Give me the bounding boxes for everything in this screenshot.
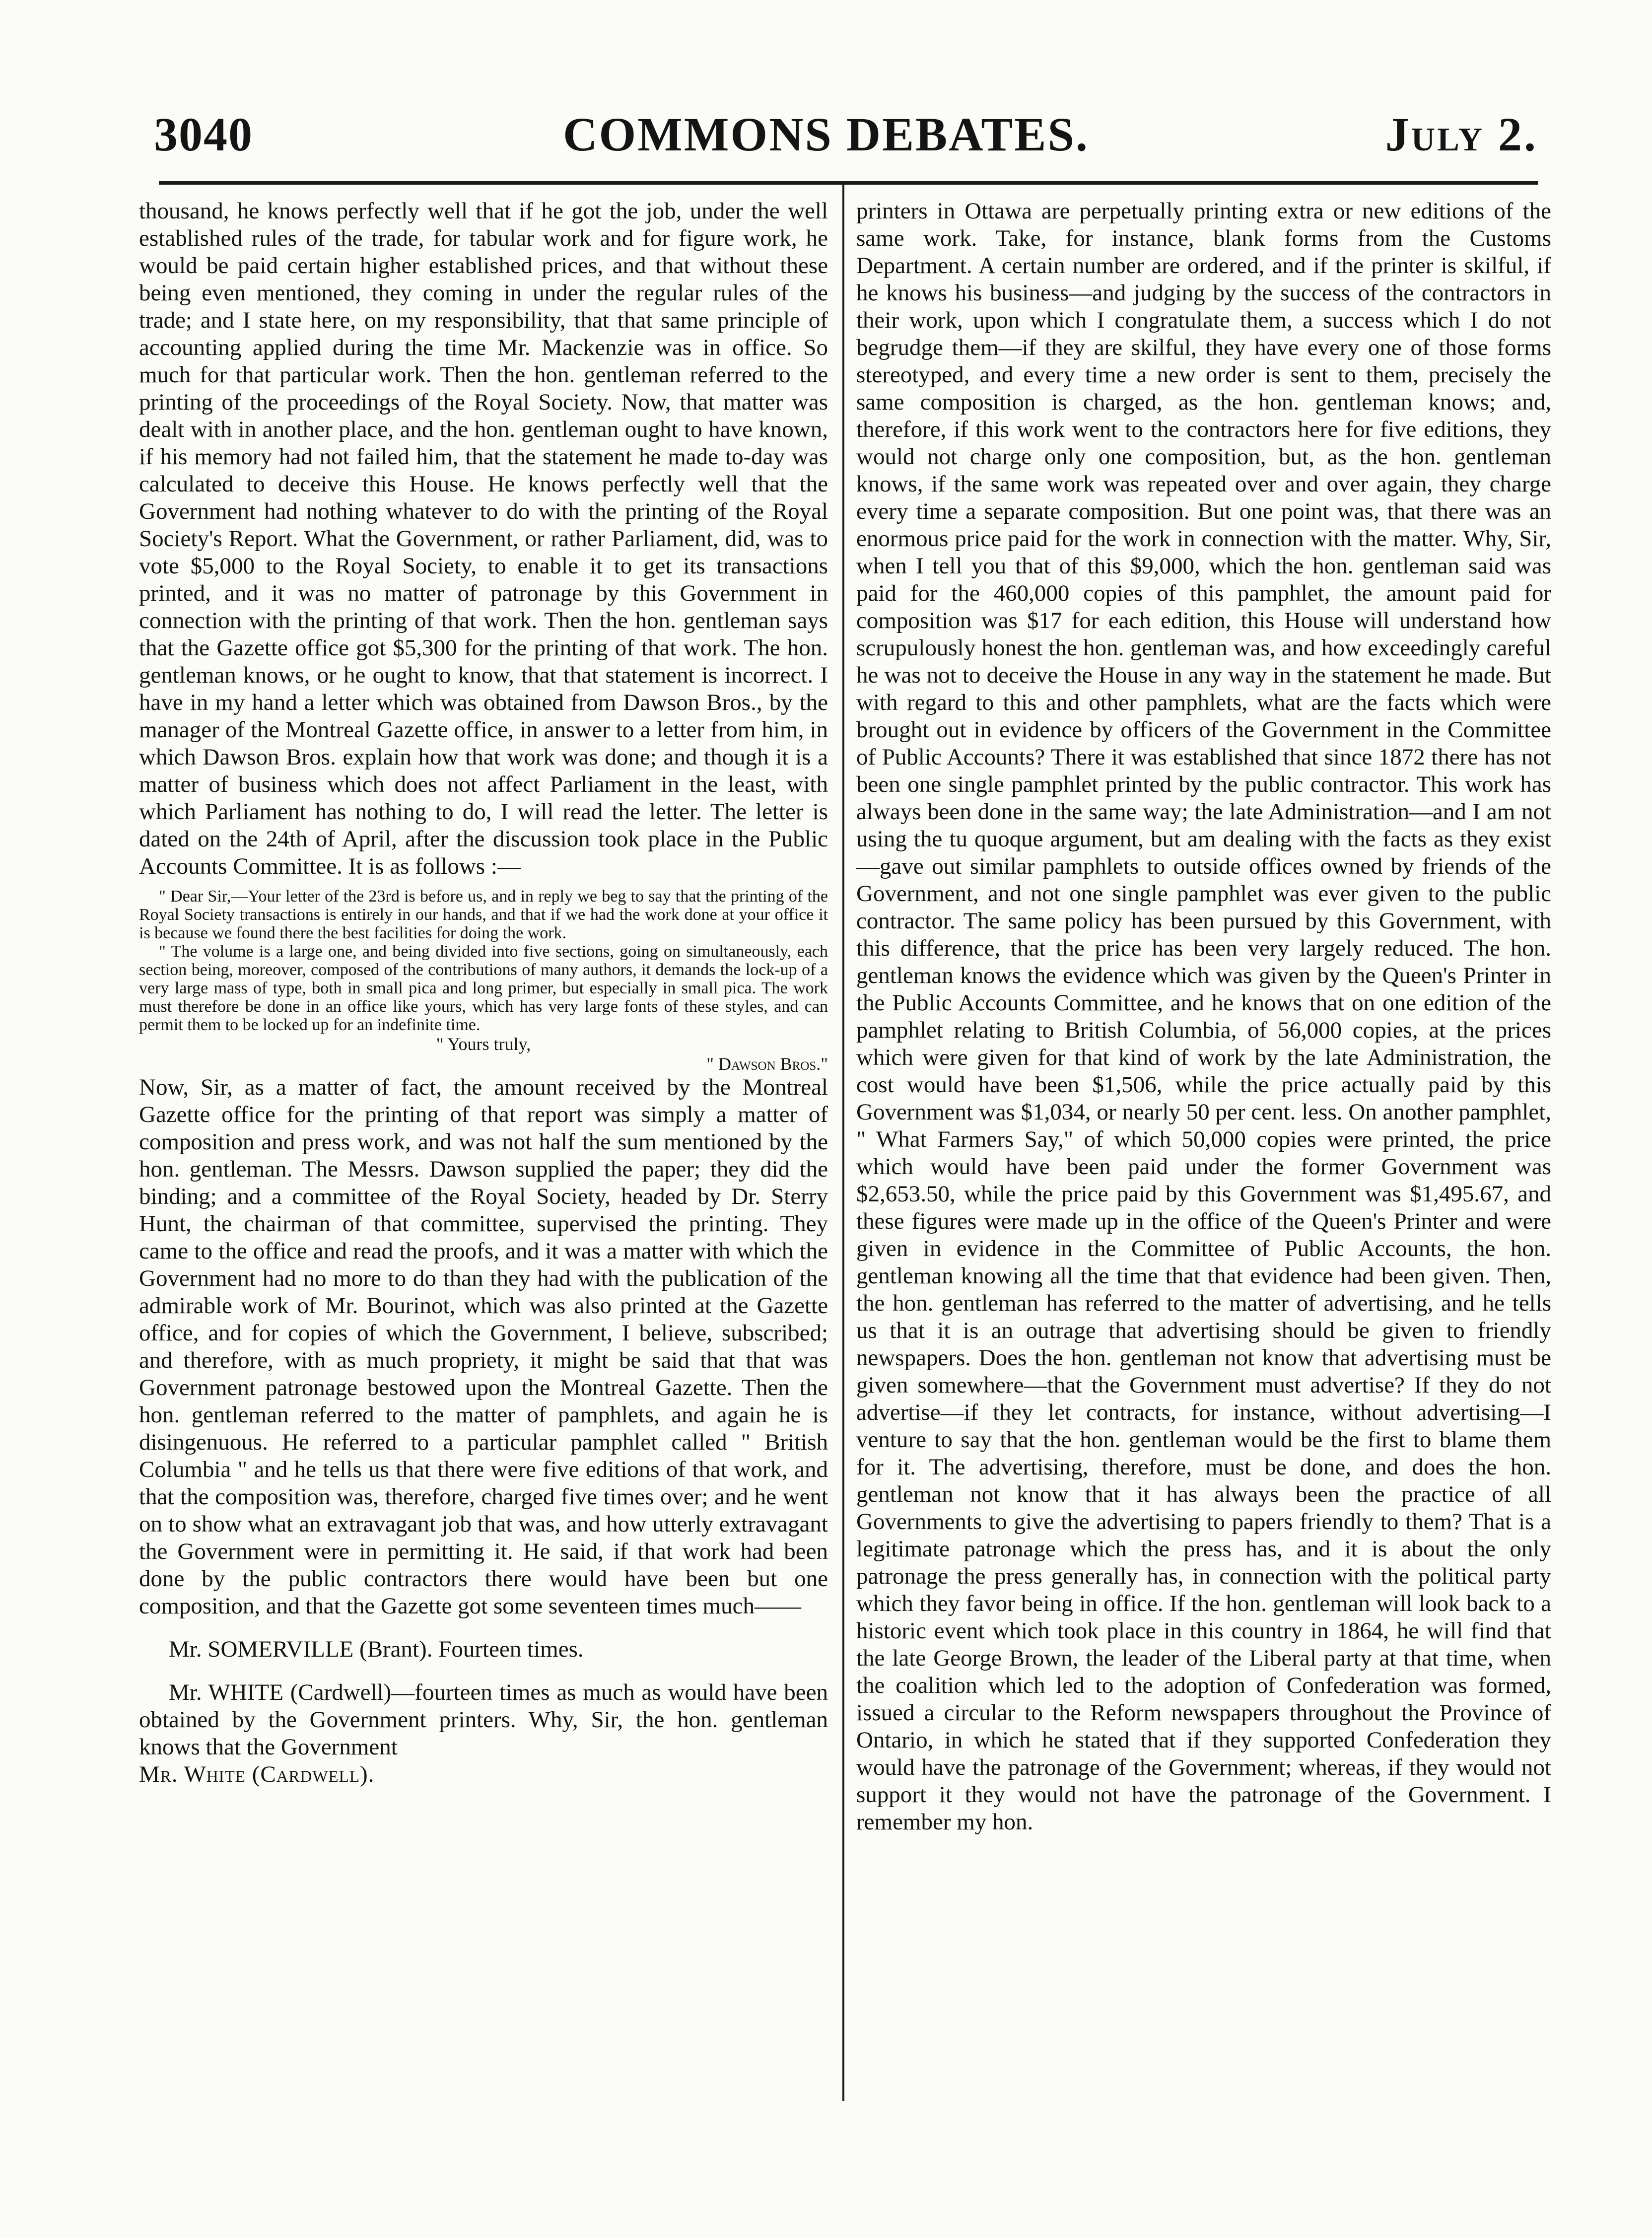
header-rule bbox=[159, 181, 1538, 185]
quoted-letter-paragraph: " The volume is a large one, and being divided into five sections, going on simultaneously, each section being, moreover, composed of the contributions of many authors, it demands the lock-up of a very large mass of type, both in small pica and long primer, but especially in small pica. The work must therefore be done in an office like yours, which has very large fonts of these styles, and can permit them to be locked up for an indefinite time. bbox=[139, 942, 828, 1034]
speaker-catchword bbox=[139, 1761, 828, 1788]
column-divider bbox=[842, 185, 844, 2101]
speaker-catchword-text: Mr. White (Cardwell). bbox=[139, 1761, 375, 1787]
paragraph: Now, Sir, as a matter of fact, the amount received by the Montreal Gazette office for the printing of that report was simply a matter of composition and press work, and was not half the sum mentioned by the hon. gentleman. The Messrs. Dawson supplied the paper; they did the binding; and a committee of the Royal Society, headed by Dr. Sterry Hunt, the chairman of that committee, supervised the printing. They came to the office and read the proofs, and it was a matter with which the Government had no more to do than they had with the publication of the admirable work of Mr. Bourinot, which was also printed at the Gazette office, and for copies of which the Government, I believe, subscribed; and therefore, with as much propriety, it might be said that that was Government patronage bestowed upon the Montreal Gazette. Then the hon. gentleman referred to the matter of pamphlets, and again he is disingenuous. He referred to a particular pamphlet called " British Columbia " and he tells us that there were five editions of that work, and that the composition was, therefore, charged five times over; and he went on to show what an extravagant job that was, and how utterly extravagant the Government were in permitting it. He said, if that work had been done by the public contractors there would have been but one composition, and that the Gazette got some seventeen times much—— bbox=[139, 1074, 828, 1619]
right-column bbox=[856, 198, 1551, 1836]
letter-signature: " Dawson Bros." bbox=[706, 1054, 828, 1074]
left-column bbox=[139, 198, 828, 1788]
paragraph: printers in Ottawa are perpetually printing extra or new editions of the same work. Take, for instance, blank forms from the Customs Department. A certain number are ordered, and if the printer is skilful, if he knows his business—and judging by the success of the contractors in their work, upon which I congratulate them, a success which I do not begrudge them—if they are skilful, they have every one of those forms stereotyped, and every time a new order is sent to them, precisely the same composition is charged, as the hon. gentleman knows; and, therefore, if this work went to the contractors here for five editions, they would not charge only one composition, but, as the hon. gentleman knows, if the same work was repeated over and over again, they charge every time a separate composition. But one point was, that there was an enormous price paid for the work in connection with the matter. Why, Sir, when I tell you that of this $9,000, which the hon. gentleman said was paid for the 460,000 copies of this pamphlet, the amount paid for composition was $17 for each edition, this House will understand how scrupulously honest the hon. gentleman was, and how exceedingly careful he was not to deceive the House in any way in the statement he made. But with regard to this and other pamphlets, what are the facts which were brought out in evidence by officers of the Government in the Committee of Public Accounts? There it was established that since 1872 there has not been one single pamphlet printed by the public contractor. This work has always been done in the same way; the late Administration—and I am not using the tu quoque argument, but am dealing with the facts as they exist—gave out similar pamphlets to outside offices owned by friends of the Government, and not one single pamphlet was ever given to the public contractor. The same policy has been pursued by this Government, with this difference, that the price has been very largely reduced. The hon. gentleman knows the evidence which was given by the Queen's Printer in the Public Accounts Committee, and he knows that on one edition of the pamphlet relating to British Columbia, of 56,000 copies, at the prices which were given for that kind of work by the late Administration, the cost would have been $1,506, while the price actually paid by this Government was $1,034, or nearly 50 per cent. less. On another pamphlet, " What Farmers Say," of which 50,000 copies were printed, the price which would have been paid under the former Government was $2,653.50, while the price paid by this Government was $1,495.67, and these figures were made up in the office of the Queen's Printer and were given in evidence in the Committee of Public Accounts, the hon. gentleman knowing all the time that that evidence had been given. Then, the hon. gentleman has referred to the matter of advertising, and he tells us that it is an outrage that advertising should be given to friendly newspapers. Does the hon. gentleman not know that advertising must be given somewhere—that the Government must advertise? If they do not advertise—if they let contracts, for instance, without advertising—I venture to say that the hon. gentleman would be the first to blame them for it. The advertising, therefore, must be done, and does the hon. gentleman not know that it has always been the practice of all Governments to give the advertising to papers friendly to them? That is a legitimate patronage which the press has, and it is about the only patronage the press generally has, in connection with the political party which they favor being in office. If the hon. gentleman will look back to a historic event which took place in this country in 1864, he will find that the late George Brown, the leader of the Liberal party at that time, when the coalition which led to the adoption of Confederation was formed, issued a circular to the Reform newspapers throughout the Province of Ontario, in which he stated that if they supported Confederation they would have the patronage of the Government; whereas, if they would not support it they would not have the patronage of the Government. I remember my hon. bbox=[856, 198, 1551, 1835]
speaker-paragraph: Mr. WHITE (Cardwell)—fourteen times as much as would have been obtained by the Government printers. Why, Sir, the hon. gentleman knows that the Government bbox=[139, 1679, 828, 1760]
page-date: July 2. bbox=[1385, 108, 1538, 161]
letter-sign-off: " Yours truly, bbox=[436, 1034, 531, 1054]
page-title: COMMONS DEBATES. bbox=[563, 108, 1089, 161]
page-header bbox=[114, 107, 1538, 171]
page-number: 3040 bbox=[154, 108, 253, 161]
quoted-letter-paragraph: " Dear Sir,—Your letter of the 23rd is before us, and in reply we beg to say that the printing of the Royal Society transactions is entirely in our hands, and that if we had the work done at your office it is because we found there the best facilities for doing the work. bbox=[139, 887, 828, 942]
speaker-paragraph: Mr. SOMERVILLE (Brant). Fourteen times. bbox=[169, 1636, 584, 1662]
paragraph: thousand, he knows perfectly well that if he got the job, under the well established rules of the trade, for tabular work and for figure work, he would be paid certain higher established prices, and that without these being even mentioned, they coming in under the regular rules of the trade; and I state here, on my responsibility, that that same principle of accounting applied during the time Mr. Mackenzie was in office. So much for that particular work. Then the hon. gentleman referred to the printing of the proceedings of the Royal Society. Now, that matter was dealt with in another place, and the hon. gentleman ought to have known, if his memory had not failed him, that the statement he made to-day was calculated to deceive this House. He knows perfectly well that the Government had nothing whatever to do with the printing of the Royal Society's Report. What the Government, or rather Parliament, did, was to vote $5,000 to the Royal Society, to enable it to get its transactions printed, and it was no matter of patronage by this Government in connection with the printing of that work. Then the hon. gentleman says that the Gazette office got $5,300 for the printing of that work. The hon. gentleman knows, or he ought to know, that that statement is incorrect. I have in my hand a letter which was obtained from Dawson Bros., by the manager of the Montreal Gazette office, in answer to a letter from him, in which Dawson Bros. explain how that work was done; and though it is a matter of business which does not affect Parliament in the least, with which Parliament has nothing to do, I will read the letter. The letter is dated on the 24th of April, after the discussion took place in the Public Accounts Committee. It is as follows :— bbox=[139, 198, 828, 879]
